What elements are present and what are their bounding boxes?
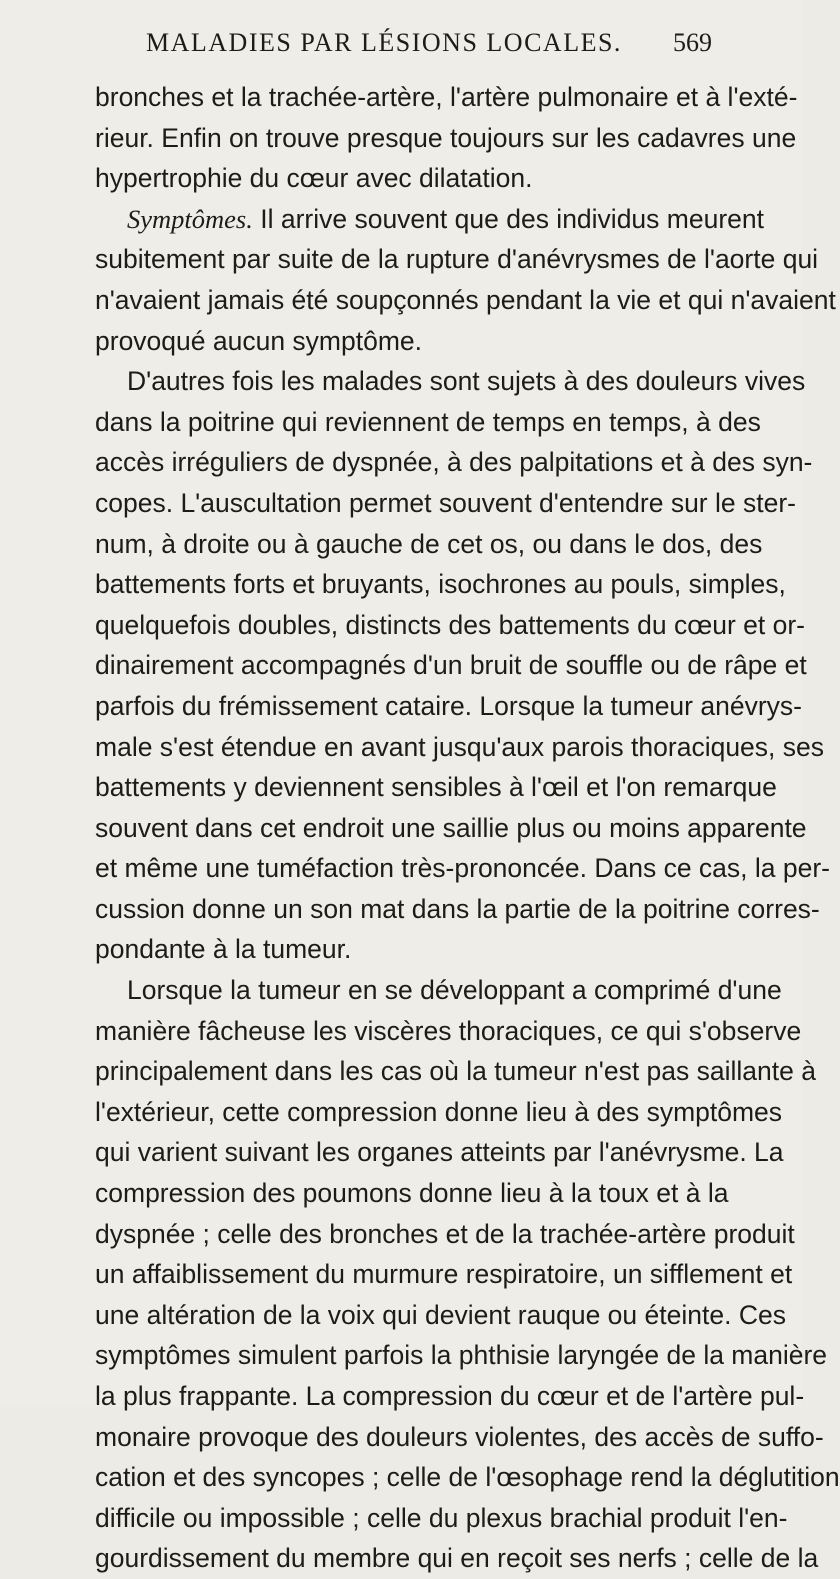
running-title: MALADIES PAR LÉSIONS LOCALES.: [146, 28, 622, 57]
text-line: cation et des syncopes ; celle de l'œsophage rend la déglutition: [95, 1462, 840, 1493]
text-line: [95, 199, 764, 240]
text-line: Lorsque la tumeur en se développant a comprimé d'une: [127, 975, 782, 1006]
text-line: difficile ou impossible ; celle du plexus brachial produit l'en-: [95, 1502, 788, 1533]
text-line: quelquefois doubles, distincts des battements du cœur et or-: [95, 609, 805, 640]
text-line: bronches et la trachée-artère, l'artère pulmonaire et à l'exté-: [95, 82, 798, 112]
text-line-content: Il arrive souvent que des individus meurent: [252, 203, 764, 234]
text-line: hypertrophie du cœur avec dilatation.: [95, 163, 533, 194]
text-line: battements forts et bruyants, isochrones au pouls, simples,: [95, 569, 786, 600]
text-line: pondante à la tumeur.: [95, 934, 352, 965]
body-text: [95, 77, 840, 1579]
text-line: rieur. Enfin on trouve presque toujours sur les cadavres une: [95, 122, 797, 153]
text-line: cussion donne un son mat dans la partie de la poitrine corres-: [95, 893, 820, 924]
text-line: un affaiblissement du murmure respiratoire, un sifflement et: [95, 1259, 793, 1290]
running-header: [96, 28, 716, 68]
text-line: monaire provoque des douleurs violentes, des accès de suffo-: [95, 1421, 824, 1452]
text-line: battements y deviennent sensibles à l'œil et l'on remarque: [95, 772, 777, 803]
text-line: male s'est étendue en avant jusqu'aux parois thoraciques, ses: [95, 731, 825, 762]
text-line: une altération de la voix qui devient rauque ou éteinte. Ces: [95, 1299, 786, 1330]
text-line: parfois du frémissement cataire. Lorsque la tumeur anévrys-: [95, 690, 802, 721]
text-line: la plus frappante. La compression du cœur et de l'artère pul-: [95, 1381, 805, 1411]
text-line: et même une tuméfaction très-prononcée. Dans ce cas, la per-: [95, 853, 830, 884]
text-line: souvent dans cet endroit une saillie plus ou moins apparente: [95, 812, 807, 843]
text-line: gourdissement du membre qui en reçoit ses nerfs ; celle de la: [95, 1543, 819, 1574]
text-line: provoqué aucun symptôme.: [95, 325, 423, 356]
section-heading-symptomes: Symptômes.: [127, 203, 253, 234]
text-line: qui varient suivant les organes atteints par l'anévrysme. La: [95, 1137, 784, 1168]
text-line: l'extérieur, cette compression donne lieu à des symptômes: [95, 1096, 783, 1127]
text-line: accès irréguliers de dyspnée, à des palpitations et à des syn-: [95, 447, 813, 478]
text-line: dyspnée ; celle des bronches et de la trachée-artère produit: [95, 1218, 795, 1249]
text-line: dans la poitrine qui reviennent de temps en temps, à des: [95, 406, 761, 437]
text-line: subitement par suite de la rupture d'anévrysmes de l'aorte qui: [95, 244, 819, 275]
text-line: principalement dans les cas où la tumeur n'est pas saillante à: [95, 1056, 816, 1087]
text-line: n'avaient jamais été soupçonnés pendant la vie et qui n'avaient: [95, 284, 836, 315]
text-line: num, à droite ou à gauche de cet os, ou dans le dos, des: [95, 528, 763, 559]
text-line: manière fâcheuse les viscères thoraciques, ce qui s'observe: [95, 1015, 802, 1046]
text-line: symptômes simulent parfois la phthisie laryngée de la manière: [95, 1340, 828, 1371]
text-line: compression des poumons donne lieu à la toux et à la: [95, 1178, 729, 1209]
text-line: D'autres fois les malades sont sujets à des douleurs vives: [127, 366, 806, 397]
page-number: 569: [673, 28, 712, 57]
text-line: copes. L'auscultation permet souvent d'entendre sur le ster-: [95, 487, 796, 518]
text-line: dinairement accompagnés d'un bruit de souffle ou de râpe et: [95, 650, 807, 681]
